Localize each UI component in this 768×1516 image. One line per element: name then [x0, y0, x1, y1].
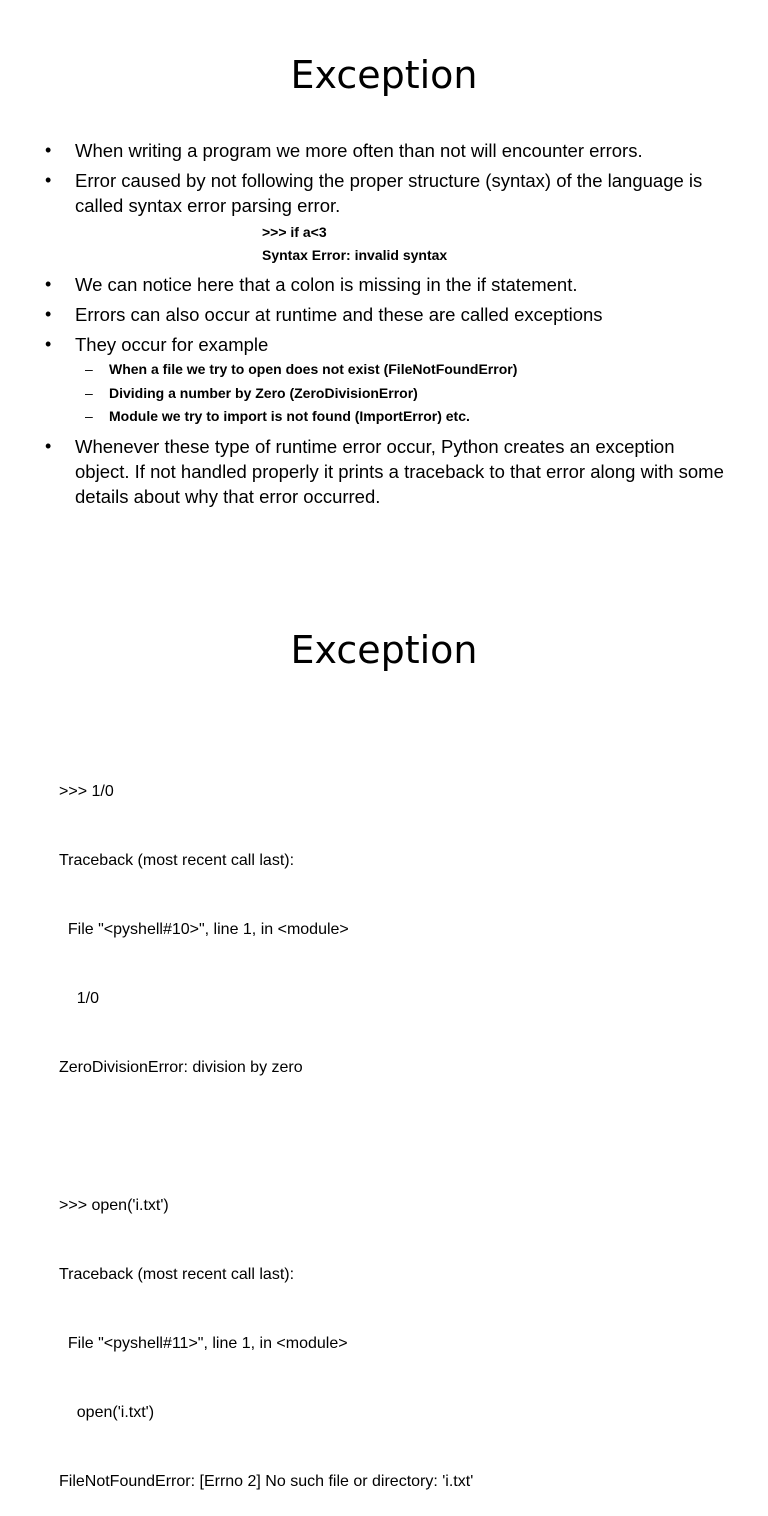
code-line: >>> 1/0 [59, 783, 114, 800]
bullet-item [0, 302, 768, 327]
example-text: When a file we try to open does not exist (FileNotFoundError) [109, 361, 518, 377]
dash-icon: – [85, 408, 93, 424]
code-line: File "<pyshell#11>", line 1, in <module> [59, 1335, 348, 1352]
bullet-icon: • [45, 274, 52, 294]
traceback-code-block [59, 734, 739, 1516]
bullet-icon: • [45, 304, 52, 324]
code-line: open('i.txt') [59, 1404, 155, 1421]
bullet-list [0, 138, 768, 514]
example-item [75, 405, 728, 429]
code-line: FileNotFoundError: [Errno 2] No such file or directory: 'i.txt' [59, 1473, 474, 1490]
bullet-text: We can notice here that a colon is missing in the if statement. [75, 274, 578, 295]
example-list [75, 358, 728, 429]
code-line: Traceback (most recent call last): [59, 1266, 295, 1283]
bullet-icon: • [45, 334, 52, 354]
example-text: Module we try to import is not found (ImportError) etc. [109, 408, 470, 424]
code-line: File "<pyshell#10>", line 1, in <module> [59, 921, 349, 938]
example-item [75, 358, 728, 382]
bullet-text: When writing a program we more often than not will encounter errors. [75, 140, 643, 161]
bullet-item [0, 138, 768, 163]
bullet-icon: • [45, 435, 52, 456]
dash-icon: – [85, 361, 93, 377]
code-line: Traceback (most recent call last): [59, 852, 295, 869]
code-line: ZeroDivisionError: division by zero [59, 1059, 303, 1076]
slide-title-exception-2: Exception [290, 628, 478, 672]
slide-title-exception: Exception [290, 53, 478, 97]
bullet-text: Errors can also occur at runtime and these are called exceptions [75, 304, 603, 325]
bullet-text: They occur for example [75, 334, 269, 355]
example-text: Dividing a number by Zero (ZeroDivisionError) [109, 384, 418, 401]
syntax-example-line: >>> if a<3 [262, 224, 327, 240]
bullet-item [0, 434, 768, 509]
code-line: 1/0 [59, 990, 100, 1007]
syntax-example-line: Syntax Error: invalid syntax [262, 247, 448, 263]
bullet-icon: • [45, 170, 52, 190]
bullet-text: Whenever these type of runtime error occur, Python creates an exception object. If not handled properly it prints a traceback to that error along with some details about why that error occurred. [75, 435, 724, 507]
bullet-item [0, 332, 768, 429]
dash-icon: – [85, 384, 93, 401]
bullet-item [0, 272, 768, 297]
bullet-icon: • [45, 140, 52, 160]
code-line: >>> open('i.txt') [59, 1197, 169, 1214]
bullet-text: Error caused by not following the proper structure (syntax) of the language is called syntax error parsing error. [75, 170, 703, 216]
example-item [75, 382, 728, 406]
code-line [59, 1125, 739, 1148]
bullet-item [0, 168, 768, 267]
